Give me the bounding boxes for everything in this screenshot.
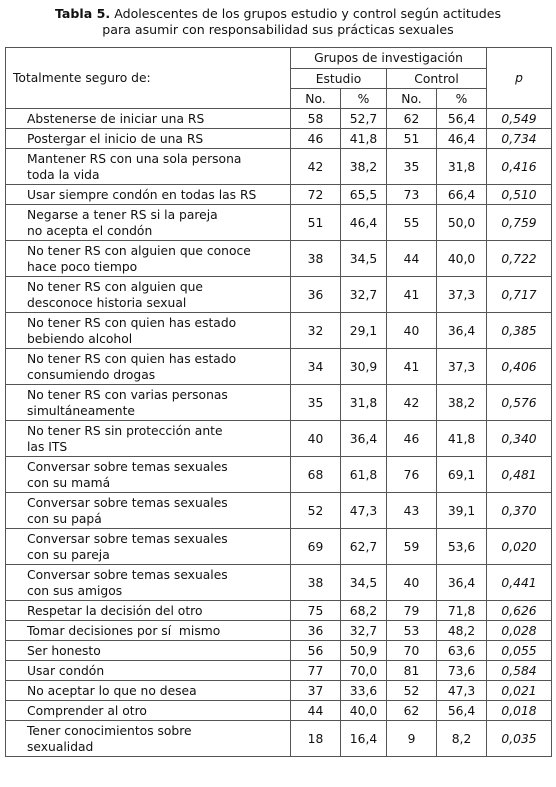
study-percent: 50,9 bbox=[341, 641, 387, 661]
study-count: 38 bbox=[291, 565, 341, 601]
row-label-line-1: Comprender al otro bbox=[27, 703, 147, 718]
control-percent: 66,4 bbox=[437, 185, 487, 205]
control-percent: 37,3 bbox=[437, 277, 487, 313]
study-count: 18 bbox=[291, 721, 341, 757]
p-value: 0,626 bbox=[487, 601, 552, 621]
control-count: 51 bbox=[387, 129, 437, 149]
control-percent: 71,8 bbox=[437, 601, 487, 621]
p-value: 0,385 bbox=[487, 313, 552, 349]
control-percent: 63,6 bbox=[437, 641, 487, 661]
table-row bbox=[6, 277, 552, 313]
study-percent: 38,2 bbox=[341, 149, 387, 185]
row-label-line-1: No tener RS con alguien que bbox=[27, 279, 203, 294]
row-label-line-2: con su papá bbox=[27, 511, 102, 526]
p-value: 0,416 bbox=[487, 149, 552, 185]
table-row bbox=[6, 241, 552, 277]
row-label-line-1: Tener conocimientos sobre bbox=[27, 723, 192, 738]
control-percent: 47,3 bbox=[437, 681, 487, 701]
table-row bbox=[6, 457, 552, 493]
control-count: 62 bbox=[387, 109, 437, 129]
control-percent: 40,0 bbox=[437, 241, 487, 277]
row-label bbox=[6, 149, 291, 185]
control-count: 59 bbox=[387, 529, 437, 565]
control-percent: 46,4 bbox=[437, 129, 487, 149]
p-value: 0,406 bbox=[487, 349, 552, 385]
control-no-header: No. bbox=[387, 89, 437, 109]
study-count: 32 bbox=[291, 313, 341, 349]
control-count: 76 bbox=[387, 457, 437, 493]
row-label bbox=[6, 621, 291, 641]
table-row bbox=[6, 621, 552, 641]
study-percent: 33,6 bbox=[341, 681, 387, 701]
control-count: 81 bbox=[387, 661, 437, 681]
row-label-line-1: Usar siempre condón en todas las RS bbox=[27, 187, 257, 202]
row-label-line-1: No tener RS con varias personas bbox=[27, 387, 228, 402]
table-row bbox=[6, 349, 552, 385]
row-label-line-1: Respetar la decisión del otro bbox=[27, 603, 203, 618]
table-caption bbox=[0, 0, 556, 40]
row-label bbox=[6, 721, 291, 757]
control-count: 9 bbox=[387, 721, 437, 757]
table-row bbox=[6, 205, 552, 241]
study-percent: 65,5 bbox=[341, 185, 387, 205]
row-label bbox=[6, 661, 291, 681]
study-count: 36 bbox=[291, 277, 341, 313]
p-value: 0,584 bbox=[487, 661, 552, 681]
row-label-line-2: con su pareja bbox=[27, 547, 110, 562]
study-percent: 34,5 bbox=[341, 241, 387, 277]
row-label-line-1: Conversar sobre temas sexuales bbox=[27, 567, 228, 582]
p-value: 0,717 bbox=[487, 277, 552, 313]
p-value: 0,722 bbox=[487, 241, 552, 277]
study-count: 69 bbox=[291, 529, 341, 565]
study-count: 75 bbox=[291, 601, 341, 621]
control-percent: 53,6 bbox=[437, 529, 487, 565]
study-pct-header: % bbox=[341, 89, 387, 109]
study-percent: 16,4 bbox=[341, 721, 387, 757]
table-row bbox=[6, 385, 552, 421]
row-label-header: Totalmente seguro de: bbox=[6, 48, 291, 109]
control-percent: 39,1 bbox=[437, 493, 487, 529]
attitudes-table bbox=[5, 47, 552, 757]
caption-line-2: para asumir con responsabilidad sus prácticas sexuales bbox=[102, 22, 454, 37]
control-percent: 36,4 bbox=[437, 313, 487, 349]
control-count: 40 bbox=[387, 565, 437, 601]
control-count: 40 bbox=[387, 313, 437, 349]
row-label bbox=[6, 457, 291, 493]
study-count: 44 bbox=[291, 701, 341, 721]
study-percent: 40,0 bbox=[341, 701, 387, 721]
row-label-line-1: Usar condón bbox=[27, 663, 105, 678]
control-percent: 69,1 bbox=[437, 457, 487, 493]
table-row bbox=[6, 601, 552, 621]
row-label bbox=[6, 185, 291, 205]
study-percent: 32,7 bbox=[341, 621, 387, 641]
study-percent: 34,5 bbox=[341, 565, 387, 601]
study-count: 37 bbox=[291, 681, 341, 701]
study-percent: 29,1 bbox=[341, 313, 387, 349]
control-count: 46 bbox=[387, 421, 437, 457]
study-percent: 68,2 bbox=[341, 601, 387, 621]
control-percent: 56,4 bbox=[437, 109, 487, 129]
row-label-line-1: Abstenerse de iniciar una RS bbox=[27, 111, 205, 126]
control-count: 55 bbox=[387, 205, 437, 241]
control-percent: 31,8 bbox=[437, 149, 487, 185]
row-label-line-2: consumiendo drogas bbox=[27, 367, 156, 382]
row-label bbox=[6, 493, 291, 529]
p-value: 0,481 bbox=[487, 457, 552, 493]
table-row bbox=[6, 641, 552, 661]
control-count: 42 bbox=[387, 385, 437, 421]
row-label-line-1: No aceptar lo que no desea bbox=[27, 683, 197, 698]
row-label-line-2: no acepta el condón bbox=[27, 223, 153, 238]
row-label-line-2: con su mamá bbox=[27, 475, 111, 490]
p-value: 0,549 bbox=[487, 109, 552, 129]
control-count: 41 bbox=[387, 277, 437, 313]
study-percent: 31,8 bbox=[341, 385, 387, 421]
study-percent: 46,4 bbox=[341, 205, 387, 241]
row-label-line-2: sexualidad bbox=[27, 739, 94, 754]
p-header: p bbox=[487, 48, 552, 109]
p-value: 0,340 bbox=[487, 421, 552, 457]
row-label-line-1: No tener RS con quien has estado bbox=[27, 315, 237, 330]
row-label-line-2: toda la vida bbox=[27, 167, 100, 182]
row-label-line-1: Ser honesto bbox=[27, 643, 101, 658]
row-label-line-2: hace poco tiempo bbox=[27, 259, 138, 274]
p-value: 0,734 bbox=[487, 129, 552, 149]
study-percent: 52,7 bbox=[341, 109, 387, 129]
control-percent: 8,2 bbox=[437, 721, 487, 757]
control-percent: 73,6 bbox=[437, 661, 487, 681]
control-count: 43 bbox=[387, 493, 437, 529]
study-percent: 70,0 bbox=[341, 661, 387, 681]
study-count: 58 bbox=[291, 109, 341, 129]
study-count: 36 bbox=[291, 621, 341, 641]
table-row bbox=[6, 185, 552, 205]
p-value: 0,018 bbox=[487, 701, 552, 721]
caption-line-1: Adolescentes de los grupos estudio y control según actitudes bbox=[110, 6, 502, 21]
row-label-line-1: Postergar el inicio de una RS bbox=[27, 131, 204, 146]
study-percent: 32,7 bbox=[341, 277, 387, 313]
study-count: 52 bbox=[291, 493, 341, 529]
row-label bbox=[6, 681, 291, 701]
table-row bbox=[6, 421, 552, 457]
study-no-header: No. bbox=[291, 89, 341, 109]
control-percent: 38,2 bbox=[437, 385, 487, 421]
table-row bbox=[6, 109, 552, 129]
table-row bbox=[6, 313, 552, 349]
p-value: 0,035 bbox=[487, 721, 552, 757]
row-label bbox=[6, 241, 291, 277]
p-value: 0,021 bbox=[487, 681, 552, 701]
control-percent: 36,4 bbox=[437, 565, 487, 601]
row-label-line-1: Conversar sobre temas sexuales bbox=[27, 459, 228, 474]
p-value: 0,020 bbox=[487, 529, 552, 565]
control-count: 52 bbox=[387, 681, 437, 701]
row-label-line-1: Mantener RS con una sola persona bbox=[27, 151, 242, 166]
p-value: 0,028 bbox=[487, 621, 552, 641]
table-row bbox=[6, 721, 552, 757]
row-label bbox=[6, 641, 291, 661]
control-count: 41 bbox=[387, 349, 437, 385]
study-count: 77 bbox=[291, 661, 341, 681]
control-percent: 37,3 bbox=[437, 349, 487, 385]
row-label bbox=[6, 277, 291, 313]
row-label bbox=[6, 701, 291, 721]
table-row bbox=[6, 149, 552, 185]
control-count: 53 bbox=[387, 621, 437, 641]
p-value: 0,510 bbox=[487, 185, 552, 205]
study-percent: 30,9 bbox=[341, 349, 387, 385]
control-group-header: Control bbox=[387, 69, 487, 89]
table-number: Tabla 5. bbox=[54, 6, 111, 21]
row-label bbox=[6, 205, 291, 241]
row-label bbox=[6, 349, 291, 385]
row-label bbox=[6, 565, 291, 601]
study-count: 68 bbox=[291, 457, 341, 493]
row-label bbox=[6, 109, 291, 129]
row-label-line-1: No tener RS con quien has estado bbox=[27, 351, 237, 366]
control-percent: 41,8 bbox=[437, 421, 487, 457]
row-label-line-1: No tener RS sin protección ante bbox=[27, 423, 223, 438]
control-percent: 50,0 bbox=[437, 205, 487, 241]
row-label-line-1: Negarse a tener RS si la pareja bbox=[27, 207, 218, 222]
row-label-line-2: con sus amigos bbox=[27, 583, 123, 598]
row-label-line-1: Conversar sobre temas sexuales bbox=[27, 495, 228, 510]
table-row bbox=[6, 129, 552, 149]
p-value: 0,576 bbox=[487, 385, 552, 421]
row-label-line-1: No tener RS con alguien que conoce bbox=[27, 243, 251, 258]
study-count: 56 bbox=[291, 641, 341, 661]
p-value: 0,370 bbox=[487, 493, 552, 529]
study-percent: 41,8 bbox=[341, 129, 387, 149]
study-percent: 36,4 bbox=[341, 421, 387, 457]
table-row bbox=[6, 701, 552, 721]
study-count: 35 bbox=[291, 385, 341, 421]
control-count: 62 bbox=[387, 701, 437, 721]
table-row bbox=[6, 565, 552, 601]
study-count: 46 bbox=[291, 129, 341, 149]
row-label bbox=[6, 129, 291, 149]
study-count: 40 bbox=[291, 421, 341, 457]
row-label-line-2: las ITS bbox=[27, 439, 68, 454]
study-percent: 62,7 bbox=[341, 529, 387, 565]
table-row bbox=[6, 681, 552, 701]
table-row bbox=[6, 529, 552, 565]
p-value: 0,441 bbox=[487, 565, 552, 601]
row-label bbox=[6, 385, 291, 421]
table-row bbox=[6, 493, 552, 529]
control-percent: 56,4 bbox=[437, 701, 487, 721]
study-count: 51 bbox=[291, 205, 341, 241]
p-value: 0,055 bbox=[487, 641, 552, 661]
groups-header: Grupos de investigación bbox=[291, 48, 487, 69]
study-percent: 61,8 bbox=[341, 457, 387, 493]
table-row bbox=[6, 661, 552, 681]
row-label bbox=[6, 421, 291, 457]
row-label bbox=[6, 601, 291, 621]
study-group-header: Estudio bbox=[291, 69, 387, 89]
study-count: 38 bbox=[291, 241, 341, 277]
row-label-line-1: Tomar decisiones por sí mismo bbox=[27, 623, 221, 638]
control-count: 44 bbox=[387, 241, 437, 277]
p-value: 0,759 bbox=[487, 205, 552, 241]
control-count: 73 bbox=[387, 185, 437, 205]
row-label bbox=[6, 529, 291, 565]
control-count: 79 bbox=[387, 601, 437, 621]
row-label-line-1: Conversar sobre temas sexuales bbox=[27, 531, 228, 546]
control-count: 70 bbox=[387, 641, 437, 661]
study-count: 42 bbox=[291, 149, 341, 185]
control-percent: 48,2 bbox=[437, 621, 487, 641]
control-pct-header: % bbox=[437, 89, 487, 109]
row-label-line-2: bebiendo alcohol bbox=[27, 331, 133, 346]
row-label bbox=[6, 313, 291, 349]
study-count: 72 bbox=[291, 185, 341, 205]
row-label-line-2: desconoce historia sexual bbox=[27, 295, 187, 310]
study-percent: 47,3 bbox=[341, 493, 387, 529]
study-count: 34 bbox=[291, 349, 341, 385]
control-count: 35 bbox=[387, 149, 437, 185]
row-label-line-2: simultáneamente bbox=[27, 403, 135, 418]
